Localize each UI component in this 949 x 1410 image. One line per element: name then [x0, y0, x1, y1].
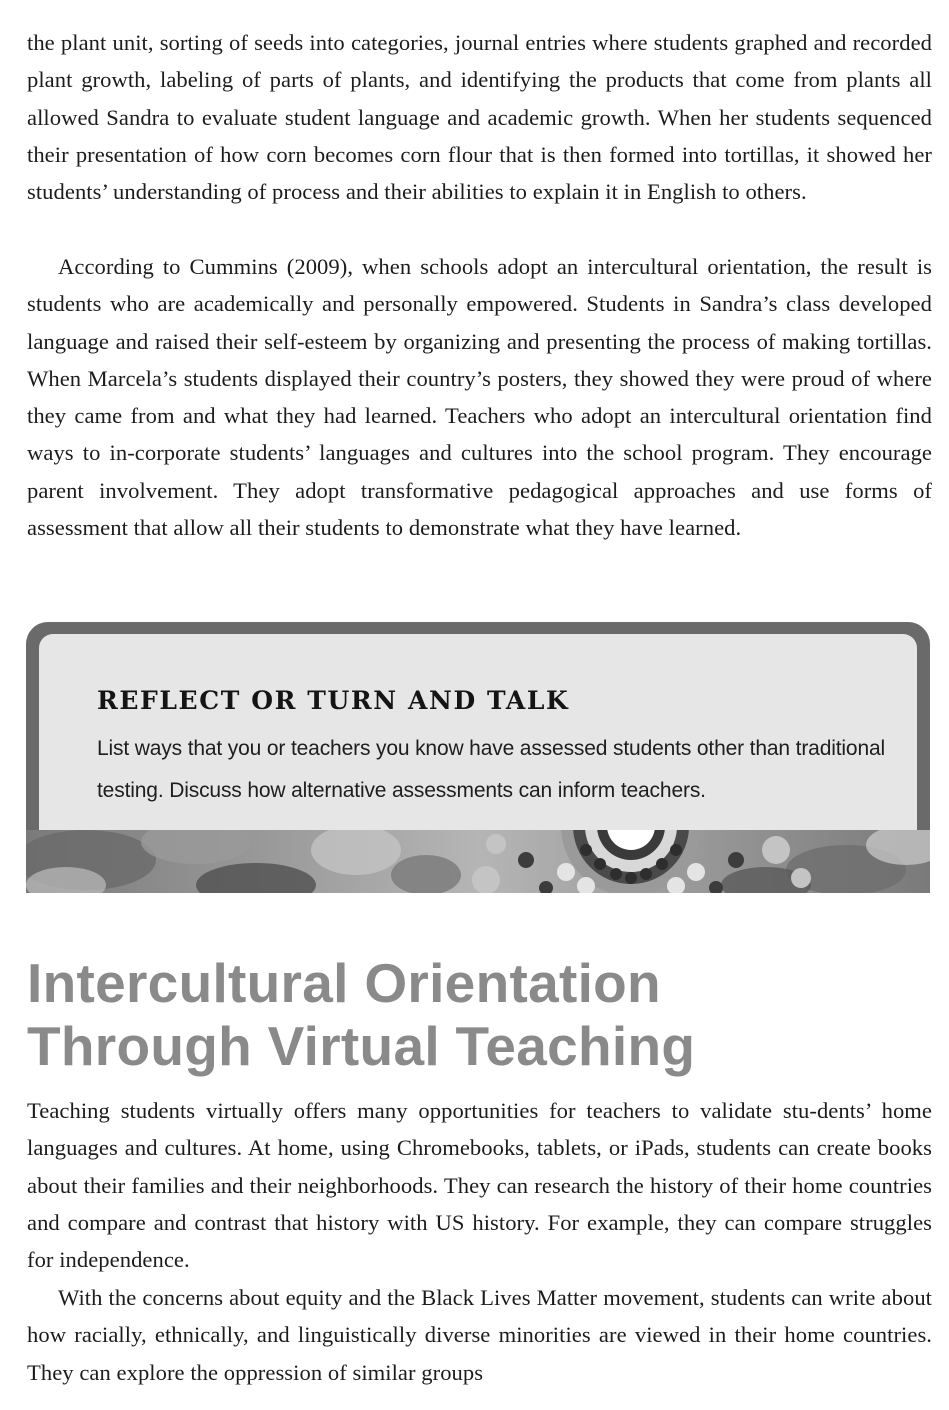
body-paragraph-3: Teaching students virtually offers many opportunities for teachers to validate stu-dents’ home languages and cultures. At home, using Chromebooks, tablets, or iPads, students can create books about their families and their neighborhoods. They can research the history of their home countries and compare and contrast that history with US history. For example, they can compare struggles for independence. [27, 1098, 932, 1273]
body-paragraph-2: According to Cummins (2009), when schools adopt an intercultural orientation, the result is students who are academically and personally empowered. Students in Sandra’s class developed language and raised their self-esteem by organizing and presenting the process of making tortillas. When Marcela’s students displayed their country’s posters, they showed they were proud of where they came from and what they had learned. Teachers who adopt an intercultural orientation find ways to in-corporate students’ languages and cultures into the school program. They encourage parent involvement. They adopt transformative pedagogical approaches and use forms of assessment that allow all their students to demonstrate what they have learned. [27, 254, 932, 541]
mandala-pattern-icon [26, 830, 930, 893]
body-paragraph-4: With the concerns about equity and the Black Lives Matter movement, students can write about how racially, ethnically, and linguistically diverse minorities are viewed in their home countries. They can explore the oppression of similar groups [27, 1285, 932, 1385]
reflect-prompt-text: List ways that you or teachers you know have assessed students other than traditional testing. Discuss how alternative assessments can inform teachers. [97, 737, 886, 802]
reflect-heading: REFLECT OR TURN AND TALK [97, 686, 570, 715]
section-title [27, 952, 695, 1078]
decorative-mandala-band [26, 830, 930, 893]
reflect-callout-box [26, 622, 930, 893]
body-paragraph-1: the plant unit, sorting of seeds into categories, journal entries where students graphed and recorded plant growth, labeling of parts of plants, and identifying the products that come from plants all allowed Sandra to evaluate student language and academic growth. When her students sequenced their presentation of how corn becomes corn flour that is then formed into tortillas, it showed her students’ understanding of process and their abilities to explain it in English to others. [27, 30, 932, 205]
section-title-line-1: Intercultural Orientation [27, 952, 661, 1014]
section-title-line-2: Through Virtual Teaching [27, 1015, 696, 1077]
